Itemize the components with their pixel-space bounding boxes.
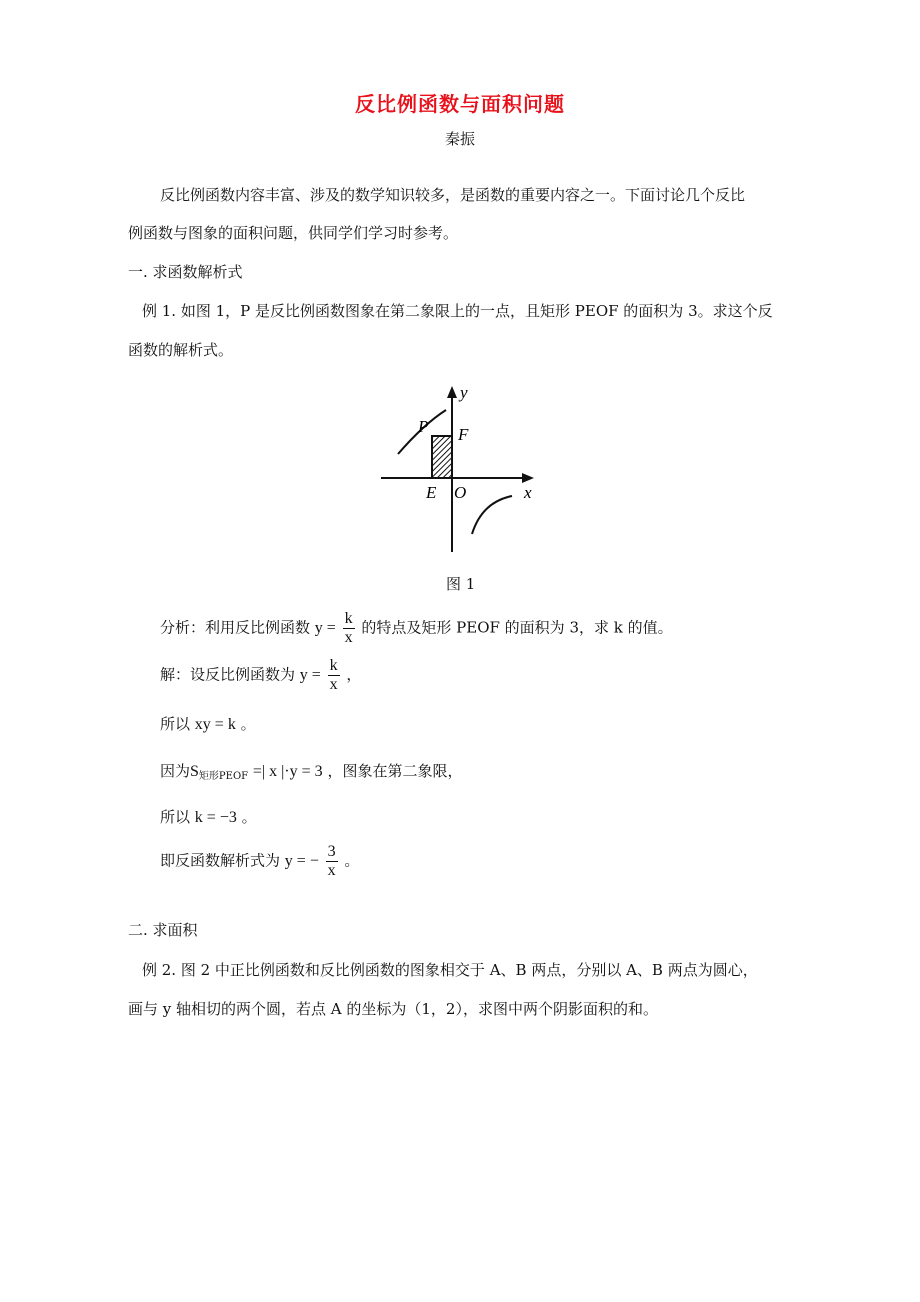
figure-1-caption: 图 1	[446, 575, 476, 593]
solution-line-5-pre: 即反函数解析式为	[160, 851, 281, 870]
solution-line-2-pre: 所以	[160, 715, 191, 733]
solution-line-5-numerator: 3	[327, 843, 336, 860]
author-name: 秦振	[444, 130, 475, 148]
solution-line-3-math: =| x |·y = 3	[252, 763, 323, 780]
analysis-line	[160, 610, 673, 647]
solution-line-5	[160, 843, 359, 880]
solution-line-2-post: 。	[240, 715, 256, 733]
solution-line-5-fraction	[326, 843, 338, 880]
analysis-lhs: y =	[314, 619, 336, 637]
figure-1-graph	[376, 380, 546, 558]
solution-line-4-math: k = −3	[194, 809, 237, 826]
section-heading-1: 一. 求函数解析式	[128, 263, 243, 281]
analysis-numerator: k	[344, 610, 353, 627]
label-o: O	[454, 483, 467, 502]
solution-line-1-post: ，	[346, 665, 362, 684]
page-title: 反比例函数与面积问题	[355, 92, 565, 116]
example-1-line-1: 例 1. 如图 1，P 是反比例函数图象在第二象限上的一点，且矩形 PEOF 的面积为 3。求这个反	[142, 302, 773, 320]
solution-line-1-pre: 解：设反比例函数为	[160, 665, 296, 684]
label-x: x	[524, 483, 532, 502]
solution-line-3-subscript: 矩形PEOF	[198, 771, 249, 782]
solution-line-3-post: ，图象在第二象限，	[327, 762, 463, 780]
intro-line-2: 例函数与图象的面积问题，供同学们学习时参考。	[128, 224, 459, 242]
label-f: F	[458, 425, 469, 444]
solution-line-4-post: 。	[241, 808, 257, 826]
solution-line-5-lhs: y = −	[284, 852, 319, 870]
solution-line-1-numerator: k	[329, 657, 338, 674]
solution-line-3-pre: 因为	[160, 762, 191, 780]
analysis-fraction	[343, 610, 355, 647]
example-2-line-1: 例 2. 图 2 中正比例函数和反比例函数的图象相交于 A、B 两点，分别以 A、B 两点为圆心，	[142, 961, 758, 979]
solution-line-4	[160, 807, 257, 828]
label-p: P	[418, 417, 429, 436]
intro-line-1: 反比例函数内容丰富、涉及的数学知识较多，是函数的重要内容之一。下面讨论几个反比	[160, 186, 746, 204]
solution-line-1-lhs: y =	[299, 666, 321, 684]
solution-line-3	[160, 761, 462, 787]
solution-line-1-denominator: x	[329, 676, 338, 693]
hyperbola-branch-q4	[472, 496, 512, 534]
label-e: E	[426, 483, 437, 502]
analysis-post: 的特点及矩形 PEOF 的面积为 3，求 k 的值。	[361, 618, 673, 637]
solution-line-1	[160, 657, 361, 694]
solution-line-2	[160, 714, 256, 735]
solution-line-2-math: xy = k	[194, 716, 236, 733]
solution-line-5-post: 。	[344, 851, 360, 870]
solution-line-1-fraction	[328, 657, 340, 694]
section-heading-2: 二. 求面积	[128, 921, 198, 939]
rectangle-peof	[432, 436, 452, 478]
analysis-pre: 分析：利用反比例函数	[160, 618, 311, 637]
label-y: y	[460, 383, 468, 402]
example-2-line-2: 画与 y 轴相切的两个圆，若点 A 的坐标为（1，2），求图中两个阴影面积的和。	[128, 1000, 658, 1018]
example-1-line-2: 函数的解析式。	[128, 341, 234, 359]
y-axis-arrow	[447, 386, 457, 398]
solution-line-3-s: S	[190, 763, 199, 780]
solution-line-4-pre: 所以	[160, 808, 191, 826]
x-axis-arrow	[522, 473, 534, 483]
analysis-denominator: x	[344, 629, 353, 646]
solution-line-5-denominator: x	[327, 862, 336, 879]
